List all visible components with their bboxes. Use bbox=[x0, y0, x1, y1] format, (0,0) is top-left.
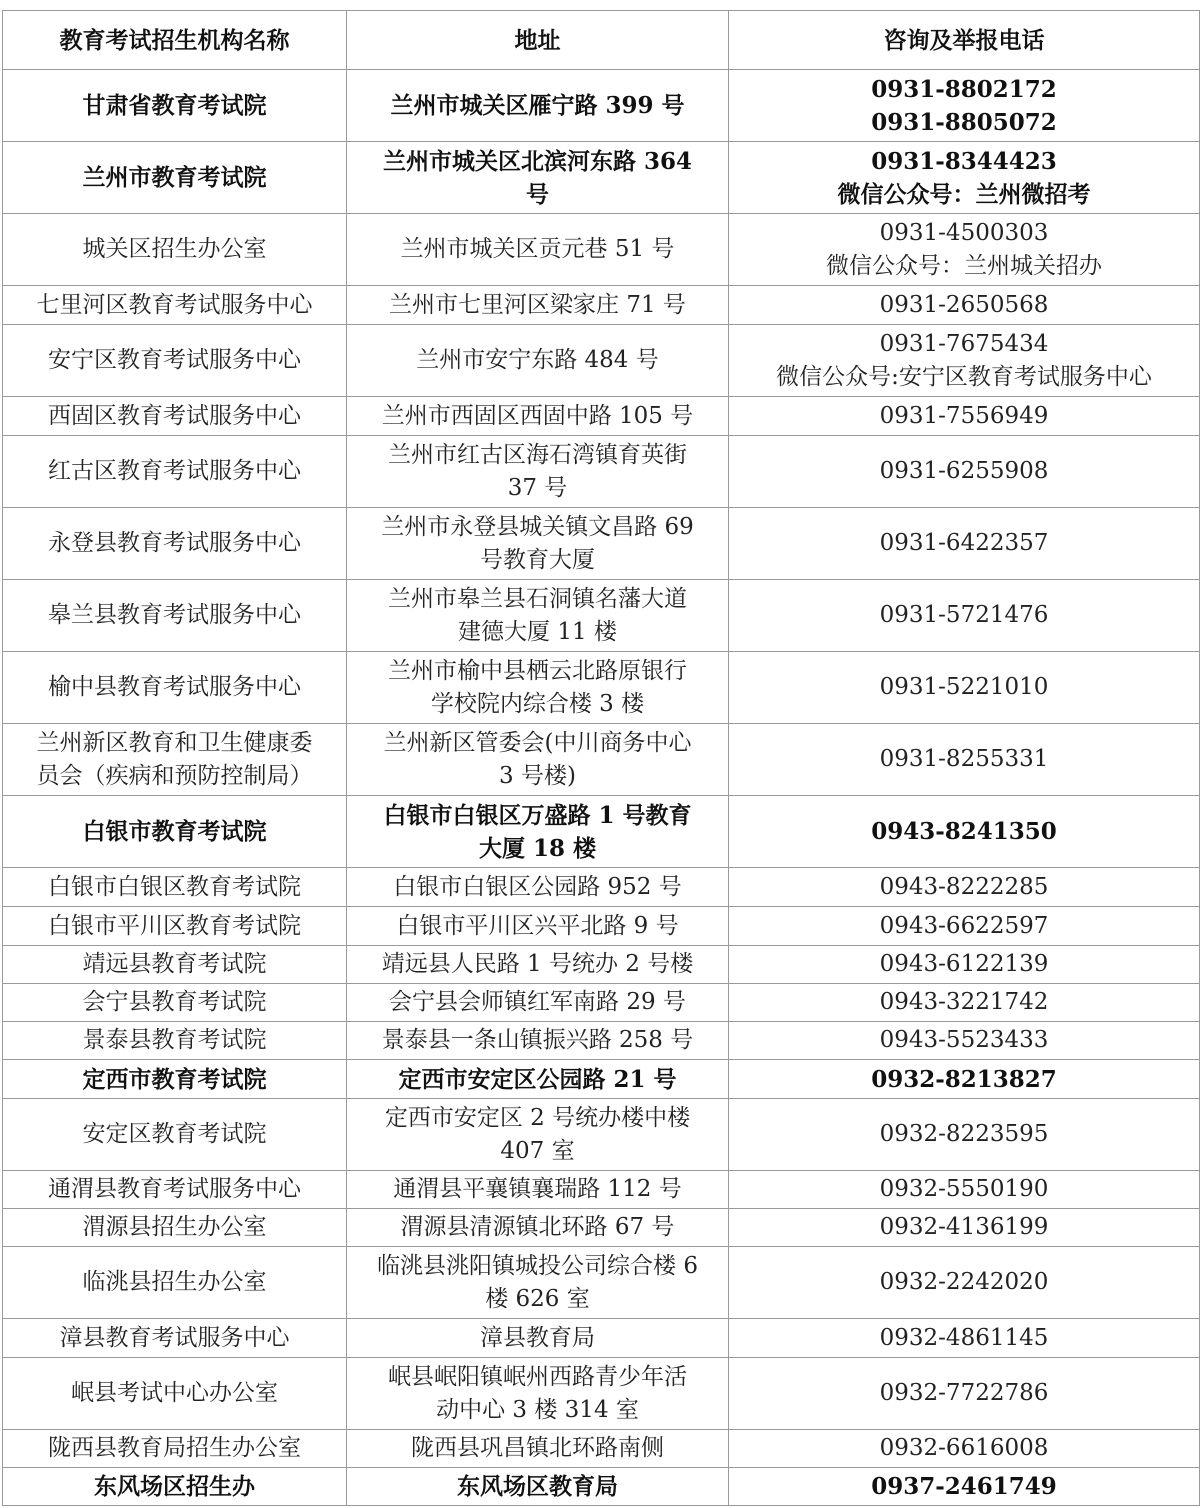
cell-text-line: 0932-8213827 bbox=[871, 1065, 1057, 1093]
cell-text-line: 定西市安定区公园路 21 号 bbox=[398, 1065, 677, 1093]
phone-cell bbox=[729, 1319, 1200, 1358]
cell-text-line: 岷县考试中心办公室 bbox=[71, 1380, 278, 1406]
cell-text-line: 岷县岷阳镇岷州西路青少年活 bbox=[388, 1363, 687, 1390]
cell-text-line: 渭源县清源镇北环路 67 号 bbox=[400, 1214, 675, 1240]
phone-cell bbox=[729, 325, 1200, 397]
cell-text-line: 0931-5221010 bbox=[879, 674, 1049, 700]
cell-text-line: 兰州新区管委会(中川商务中心 bbox=[383, 729, 692, 756]
cell-text-line: 皋兰县教育考试服务中心 bbox=[48, 602, 301, 628]
cell-text-line: 0943-3221742 bbox=[879, 989, 1049, 1015]
phone-cell bbox=[729, 1171, 1200, 1209]
cell-text-line: 安宁区教育考试服务中心 bbox=[48, 347, 301, 373]
institution-name-cell bbox=[3, 907, 347, 946]
institution-name-cell bbox=[3, 70, 347, 142]
address-cell bbox=[347, 286, 729, 325]
cell-text-line: 0931-7556949 bbox=[879, 402, 1049, 429]
cell-text-line: 0931-6422357 bbox=[879, 530, 1049, 556]
address-cell bbox=[347, 436, 729, 508]
cell-text-line: 0931-8344423 bbox=[871, 147, 1057, 175]
address-cell bbox=[347, 946, 729, 984]
cell-text-line: 0943-8241350 bbox=[871, 818, 1057, 845]
institution-name-cell bbox=[3, 142, 347, 214]
table-row bbox=[3, 1468, 1200, 1506]
cell-text-line: 0932-8223595 bbox=[879, 1121, 1049, 1147]
institution-name-cell bbox=[3, 286, 347, 325]
phone-cell bbox=[729, 436, 1200, 508]
institution-name-cell bbox=[3, 1060, 347, 1099]
address-cell bbox=[347, 907, 729, 946]
cell-text-line: 微信公众号：兰州城关招办 bbox=[826, 252, 1102, 279]
address-cell bbox=[347, 1358, 729, 1430]
cell-text-line: 兰州新区教育和卫生健康委 bbox=[36, 729, 313, 756]
address-cell bbox=[347, 580, 729, 652]
address-cell bbox=[347, 1171, 729, 1209]
cell-text-line: 微信公众号：兰州微招考 bbox=[837, 180, 1091, 208]
table-row bbox=[3, 70, 1200, 142]
cell-text-line: 学校院内综合楼 3 楼 bbox=[430, 690, 645, 717]
address-cell bbox=[347, 1209, 729, 1247]
table-row bbox=[3, 508, 1200, 580]
cell-text-line: 临洮县招生办公室 bbox=[82, 1269, 267, 1295]
institution-name-cell bbox=[3, 1209, 347, 1247]
phone-cell bbox=[729, 984, 1200, 1022]
cell-text-line: 员会（疾病和预防控制局） bbox=[36, 762, 313, 789]
cell-text-line: 红古区教育考试服务中心 bbox=[48, 458, 301, 484]
address-cell bbox=[347, 214, 729, 286]
table-row bbox=[3, 1171, 1200, 1209]
table-body bbox=[3, 70, 1200, 1506]
address-cell bbox=[347, 796, 729, 868]
cell-text-line: 0932-7722786 bbox=[879, 1380, 1049, 1406]
cell-text-line: 兰州市红古区海石湾镇育英街 bbox=[388, 441, 687, 468]
table-row bbox=[3, 1099, 1200, 1171]
header-row bbox=[3, 11, 1200, 70]
cell-text-line: 七里河区教育考试服务中心 bbox=[36, 291, 313, 318]
institution-name-cell bbox=[3, 508, 347, 580]
cell-text-line: 漳县教育局 bbox=[480, 1324, 595, 1351]
cell-text-line: 东风场区招生办 bbox=[94, 1473, 255, 1500]
address-cell bbox=[347, 397, 729, 436]
cell-text-line: 0931-8805072 bbox=[871, 108, 1057, 136]
cell-text-line: 白银市白银区万盛路 1 号教育 bbox=[383, 801, 692, 829]
institution-name-cell bbox=[3, 325, 347, 397]
cell-text-line: 兰州市教育考试院 bbox=[82, 164, 267, 191]
institution-name-cell bbox=[3, 1022, 347, 1060]
cell-text-line: 西固区教育考试服务中心 bbox=[48, 402, 301, 429]
address-cell bbox=[347, 1060, 729, 1099]
table-row bbox=[3, 397, 1200, 436]
header-phone: 咨询及举报电话 bbox=[729, 11, 1200, 70]
cell-text-line: 0943-6622597 bbox=[879, 912, 1049, 939]
phone-cell bbox=[729, 946, 1200, 984]
institution-name-cell bbox=[3, 1430, 347, 1468]
address-cell bbox=[347, 1022, 729, 1060]
cell-text-line: 白银市平川区教育考试院 bbox=[48, 912, 301, 939]
address-cell bbox=[347, 142, 729, 214]
table-row bbox=[3, 1247, 1200, 1319]
phone-cell bbox=[729, 580, 1200, 652]
phone-cell bbox=[729, 1060, 1200, 1099]
cell-text-line: 0943-8222285 bbox=[879, 873, 1049, 900]
cell-text-line: 0937-2461749 bbox=[871, 1473, 1057, 1500]
institution-name-cell bbox=[3, 946, 347, 984]
cell-text-line: 通渭县平襄镇襄瑞路 112 号 bbox=[393, 1176, 682, 1202]
institution-name-cell bbox=[3, 1171, 347, 1209]
address-cell bbox=[347, 868, 729, 907]
phone-cell bbox=[729, 508, 1200, 580]
cell-text-line: 永登县教育考试服务中心 bbox=[48, 530, 301, 556]
table-row bbox=[3, 325, 1200, 397]
address-cell bbox=[347, 508, 729, 580]
cell-text-line: 兰州市七里河区梁家庄 71 号 bbox=[389, 291, 686, 318]
cell-text-line: 0932-4861145 bbox=[879, 1324, 1049, 1351]
cell-text-line: 0943-5523433 bbox=[879, 1027, 1049, 1053]
phone-cell bbox=[729, 1022, 1200, 1060]
table-row bbox=[3, 1430, 1200, 1468]
address-cell bbox=[347, 325, 729, 397]
table-row bbox=[3, 984, 1200, 1022]
cell-text-line: 定西市安定区 2 号统办楼中楼 bbox=[384, 1104, 691, 1131]
cell-text-line: 0932-5550190 bbox=[879, 1176, 1049, 1202]
institution-name-cell bbox=[3, 1247, 347, 1319]
address-cell bbox=[347, 652, 729, 724]
cell-text-line: 白银市白银区教育考试院 bbox=[48, 873, 301, 900]
institution-name-cell bbox=[3, 984, 347, 1022]
table-row bbox=[3, 142, 1200, 214]
table-row bbox=[3, 1358, 1200, 1430]
phone-cell bbox=[729, 397, 1200, 436]
cell-text-line: 兰州市西固区西固中路 105 号 bbox=[381, 402, 694, 429]
table-row bbox=[3, 652, 1200, 724]
cell-text-line: 0931-4500303 bbox=[879, 219, 1049, 246]
cell-text-line: 兰州市永登县城关镇文昌路 69 bbox=[381, 513, 694, 540]
cell-text-line: 甘肃省教育考试院 bbox=[82, 92, 267, 119]
table-row bbox=[3, 214, 1200, 286]
phone-cell bbox=[729, 70, 1200, 142]
cell-text-line: 0931-2650568 bbox=[879, 291, 1049, 318]
table-row bbox=[3, 796, 1200, 868]
table-row bbox=[3, 286, 1200, 325]
header-address: 地址 bbox=[347, 11, 729, 70]
cell-text-line: 渭源县招生办公室 bbox=[82, 1214, 267, 1240]
phone-cell bbox=[729, 796, 1200, 868]
cell-text-line: 白银市白银区公园路 952 号 bbox=[393, 873, 682, 900]
cell-text-line: 陇西县巩昌镇北环路南侧 bbox=[411, 1435, 664, 1461]
institution-name-cell bbox=[3, 796, 347, 868]
table-row bbox=[3, 1022, 1200, 1060]
institution-name-cell bbox=[3, 580, 347, 652]
cell-text-line: 白银市平川区兴平北路 9 号 bbox=[396, 912, 679, 939]
cell-text-line: 安定区教育考试院 bbox=[82, 1121, 267, 1147]
table-row bbox=[3, 436, 1200, 508]
cell-text-line: 3 号楼) bbox=[499, 762, 576, 789]
cell-text-line: 景泰县教育考试院 bbox=[82, 1027, 267, 1053]
table-row bbox=[3, 1060, 1200, 1099]
cell-text-line: 漳县教育考试服务中心 bbox=[59, 1324, 290, 1351]
contact-table bbox=[2, 10, 1200, 1506]
cell-text-line: 兰州市城关区贡元巷 51 号 bbox=[400, 236, 675, 262]
cell-text-line: 楼 626 室 bbox=[485, 1285, 590, 1312]
cell-text-line: 靖远县人民路 1 号统办 2 号楼 bbox=[381, 951, 694, 977]
institution-name-cell bbox=[3, 868, 347, 907]
cell-text-line: 37 号 bbox=[507, 474, 568, 501]
cell-text-line: 0931-8802172 bbox=[871, 75, 1057, 103]
cell-text-line: 城关区招生办公室 bbox=[82, 236, 267, 262]
cell-text-line: 会宁县会师镇红军南路 29 号 bbox=[389, 989, 686, 1015]
table-row bbox=[3, 907, 1200, 946]
cell-text-line: 大厦 18 楼 bbox=[478, 834, 597, 862]
table-row bbox=[3, 580, 1200, 652]
phone-cell bbox=[729, 1247, 1200, 1319]
cell-text-line: 东风场区教育局 bbox=[457, 1473, 618, 1500]
cell-text-line: 号 bbox=[526, 180, 549, 208]
cell-text-line: 靖远县教育考试院 bbox=[82, 951, 267, 977]
phone-cell bbox=[729, 142, 1200, 214]
cell-text-line: 景泰县一条山镇振兴路 258 号 bbox=[381, 1027, 694, 1053]
cell-text-line: 0931-6255908 bbox=[879, 458, 1049, 484]
institution-name-cell bbox=[3, 397, 347, 436]
phone-cell bbox=[729, 724, 1200, 796]
cell-text-line: 407 室 bbox=[500, 1137, 575, 1164]
cell-text-line: 定西市教育考试院 bbox=[82, 1065, 267, 1093]
cell-text-line: 建德大厦 11 楼 bbox=[458, 618, 617, 645]
cell-text-line: 0931-7675434 bbox=[879, 330, 1049, 357]
cell-text-line: 0932-2242020 bbox=[879, 1269, 1049, 1295]
cell-text-line: 兰州市安宁东路 484 号 bbox=[416, 347, 659, 373]
cell-text-line: 榆中县教育考试服务中心 bbox=[48, 674, 301, 700]
institution-name-cell bbox=[3, 214, 347, 286]
cell-text-line: 陇西县教育局招生办公室 bbox=[48, 1435, 301, 1461]
institution-name-cell bbox=[3, 1099, 347, 1171]
cell-text-line: 兰州市榆中县栖云北路原银行 bbox=[388, 657, 687, 684]
table-row bbox=[3, 946, 1200, 984]
phone-cell bbox=[729, 907, 1200, 946]
address-cell bbox=[347, 984, 729, 1022]
cell-text-line: 号教育大厦 bbox=[480, 546, 595, 573]
cell-text-line: 0932-4136199 bbox=[879, 1214, 1049, 1240]
header-institution-name: 教育考试招生机构名称 bbox=[3, 11, 347, 70]
table-row bbox=[3, 1319, 1200, 1358]
cell-text-line: 兰州市城关区雁宁路 399 号 bbox=[390, 92, 685, 119]
cell-text-line: 动中心 3 楼 314 室 bbox=[436, 1396, 639, 1423]
table-row bbox=[3, 1209, 1200, 1247]
cell-text-line: 会宁县教育考试院 bbox=[82, 989, 267, 1015]
institution-name-cell bbox=[3, 1358, 347, 1430]
phone-cell bbox=[729, 1468, 1200, 1506]
institution-name-cell bbox=[3, 436, 347, 508]
phone-cell bbox=[729, 1430, 1200, 1468]
address-cell bbox=[347, 1247, 729, 1319]
address-cell bbox=[347, 70, 729, 142]
cell-text-line: 兰州市城关区北滨河东路 364 bbox=[382, 147, 693, 175]
address-cell bbox=[347, 724, 729, 796]
table-row bbox=[3, 868, 1200, 907]
institution-name-cell bbox=[3, 1468, 347, 1506]
cell-text-line: 兰州市皋兰县石洞镇名藩大道 bbox=[388, 585, 687, 612]
cell-text-line: 白银市教育考试院 bbox=[82, 818, 267, 845]
phone-cell bbox=[729, 214, 1200, 286]
cell-text-line: 0931-5721476 bbox=[879, 602, 1049, 628]
table-header bbox=[3, 11, 1200, 70]
cell-text-line: 微信公众号:安宁区教育考试服务中心 bbox=[776, 363, 1152, 390]
cell-text-line: 临洮县洮阳镇城投公司综合楼 6 bbox=[377, 1252, 698, 1279]
phone-cell bbox=[729, 1358, 1200, 1430]
address-cell bbox=[347, 1319, 729, 1358]
table-row bbox=[3, 724, 1200, 796]
institution-name-cell bbox=[3, 652, 347, 724]
phone-cell bbox=[729, 652, 1200, 724]
phone-cell bbox=[729, 286, 1200, 325]
phone-cell bbox=[729, 1209, 1200, 1247]
address-cell bbox=[347, 1099, 729, 1171]
institution-name-cell bbox=[3, 1319, 347, 1358]
cell-text-line: 0931-8255331 bbox=[879, 746, 1049, 772]
cell-text-line: 通渭县教育考试服务中心 bbox=[48, 1176, 301, 1202]
phone-cell bbox=[729, 868, 1200, 907]
phone-cell bbox=[729, 1099, 1200, 1171]
cell-text-line: 0932-6616008 bbox=[879, 1435, 1049, 1461]
address-cell bbox=[347, 1430, 729, 1468]
institution-name-cell bbox=[3, 724, 347, 796]
cell-text-line: 0943-6122139 bbox=[879, 951, 1049, 977]
address-cell bbox=[347, 1468, 729, 1506]
